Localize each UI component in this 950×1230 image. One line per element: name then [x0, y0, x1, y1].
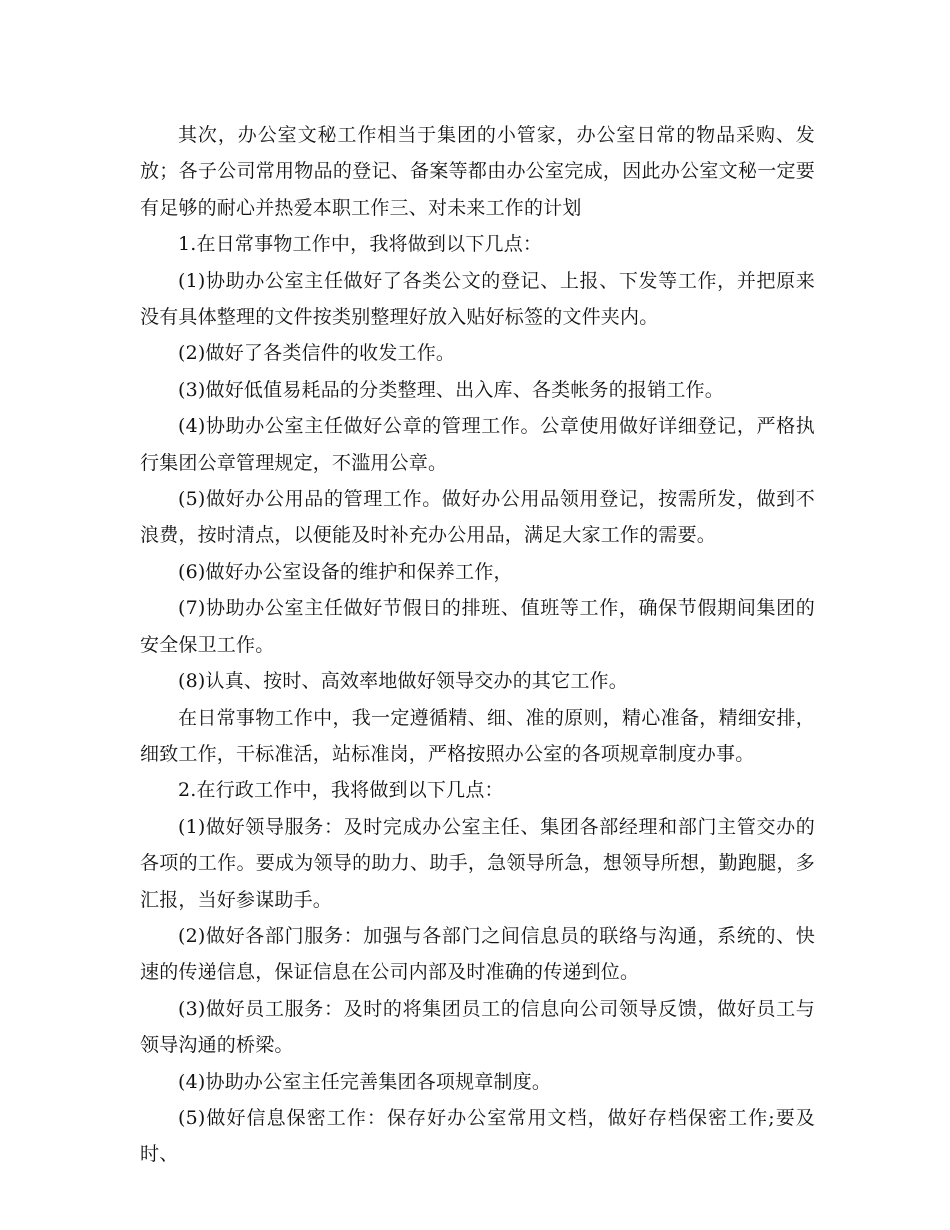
list-item-admin-1: (1)做好领导服务：及时完成办公室主任、集团各部经理和部门主管交办的各项的工作。要成为领导的助力、助手，急领导所急，想领导所想，勤跑腿，多汇报，当好参谋助手。 [140, 815, 815, 911]
list-item-admin-3: (3)做好员工服务：及时的将集团员工的信息向公司领导反馈，做好员工与领导沟通的桥梁。 [140, 997, 815, 1057]
document-body [140, 117, 815, 1173]
list-item-daily-5: (5)做好办公用品的管理工作。做好办公用品领用登记，按需所发，做到不浪费，按时清点，以便能及时补充办公用品，满足大家工作的需要。 [140, 488, 815, 547]
list-item-daily-7: (7)协助办公室主任做好节假日的排班、值班等工作，确保节假期间集团的安全保卫工作。 [140, 597, 815, 656]
list-item-admin-2: (2)做好各部门服务：加强与各部门之间信息员的联络与沟通，系统的、快速的传递信息，保证信息在公司内部及时准确的传递到位。 [140, 924, 815, 984]
list-item-admin-4: (4)协助办公室主任完善集团各项规章制度。 [178, 1070, 552, 1093]
list-item-daily-3: (3)做好低值易耗品的分类整理、出入库、各类帐务的报销工作。 [178, 378, 724, 401]
list-item-daily-1: (1)协助办公室主任做好了各类公文的登记、上报、下发等工作，并把原来没有具体整理的文件按类别整理好放入贴好标签的文件夹内。 [140, 269, 815, 329]
heading-administrative-work: 2.在行政工作中，我将做到以下几点： [178, 779, 504, 802]
list-item-daily-4: (4)协助办公室主任做好公章的管理工作。公章使用做好详细登记，严格执行集团公章管理规定，不滥用公章。 [140, 415, 815, 474]
paragraph-secretary-duties: 其次，办公室文秘工作相当于集团的小管家，办公室日常的物品采购、发放；各子公司常用物品的登记、备案等都由办公室完成，因此办公室文秘一定要有足够的耐心并热爱本职工作三、对未来工作的计划 [140, 124, 815, 219]
heading-daily-affairs: 1.在日常事物工作中，我将做到以下几点： [178, 233, 543, 256]
list-item-daily-8: (8)认真、按时、高效率地做好领导交办的其它工作。 [178, 670, 628, 693]
list-item-daily-2: (2)做好了各类信件的收发工作。 [178, 342, 456, 365]
list-item-daily-6: (6)做好办公室设备的维护和保养工作， [178, 560, 513, 583]
paragraph-daily-principles: 在日常事物工作中，我一定遵循精、细、准的原则，精心准备，精细安排，细致工作，干标准活，站标准岗，严格按照办公室的各项规章制度办事。 [140, 706, 815, 765]
list-item-admin-5: (5)做好信息保密工作：保存好办公室常用文档，做好存档保密工作;要及时、 [140, 1106, 815, 1166]
